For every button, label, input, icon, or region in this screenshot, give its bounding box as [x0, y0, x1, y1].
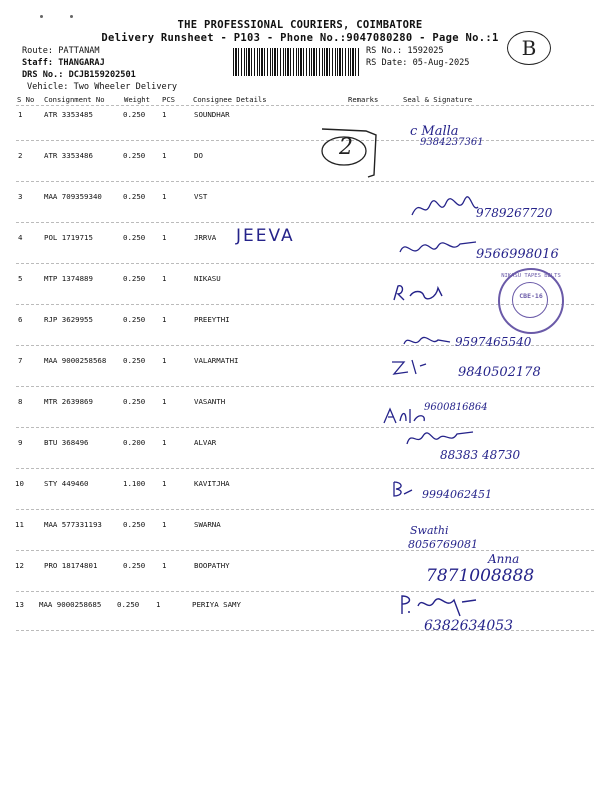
- row-rule: [16, 222, 594, 223]
- row-weight: 0.250: [123, 315, 146, 324]
- circled-page-mark: B: [507, 31, 551, 65]
- row-pcs: 1: [162, 438, 167, 447]
- signature-7-phone: 9597465540: [455, 335, 532, 349]
- row-pcs: 1: [162, 356, 167, 365]
- row-consignee: DO: [194, 151, 203, 160]
- row-consignee: VST: [194, 192, 208, 201]
- signature-10-phone: 9994062451: [422, 488, 492, 501]
- row-pcs: 1: [162, 520, 167, 529]
- barcode: [233, 48, 361, 76]
- row-weight: 0.250: [123, 561, 146, 570]
- stamp-inner-ring: [512, 282, 548, 318]
- signature-9-phone: 9600816864: [424, 402, 488, 413]
- row-sno: 2: [18, 151, 23, 160]
- row-consignee: VASANTH: [194, 397, 226, 406]
- row-rule: [16, 468, 594, 469]
- remark-handwritten-number: 2: [339, 135, 353, 160]
- row-weight: 0.250: [123, 233, 146, 242]
- signature-5-scribble: [392, 282, 454, 304]
- row-rule: [16, 386, 594, 387]
- col-remarks: Remarks: [348, 95, 379, 104]
- row-sno: 12: [15, 561, 24, 570]
- row-pcs: 1: [162, 479, 167, 488]
- signature-3-phone: 9789267720: [476, 206, 553, 220]
- row-sno: 11: [15, 520, 24, 529]
- signature-1-name: c Malla: [410, 124, 459, 139]
- row-consignment: MTR 2639869: [44, 397, 93, 406]
- runsheet-subtitle: Delivery Runsheet - P103 - Phone No.:9047080280 - Page No.:1: [101, 32, 499, 44]
- row-consignee: KAVITJHA: [194, 479, 230, 488]
- signature-4-scribble: [398, 236, 478, 260]
- row-pcs: 1: [162, 233, 167, 242]
- signature-7-scribble: [402, 332, 452, 352]
- row-sno: 1: [18, 110, 23, 119]
- row-rule: [16, 591, 594, 592]
- row-sno: 3: [18, 192, 23, 201]
- signature-7b-phone: 9840502178: [458, 365, 541, 380]
- signature-4-phone: 9566998016: [476, 247, 559, 262]
- signature-3-scribble: [410, 195, 480, 223]
- row-sno: 13: [15, 600, 24, 609]
- row-sno: 7: [18, 356, 23, 365]
- row-consignee: VALARMATHI: [194, 356, 239, 365]
- row-weight: 0.250: [123, 520, 146, 529]
- rs-number: RS No.: 1592025: [366, 46, 444, 56]
- row-weight: 0.250: [123, 151, 146, 160]
- row-weight: 0.250: [123, 192, 146, 201]
- row-weight: 0.250: [123, 397, 146, 406]
- row-consignee: JRRVA: [194, 233, 217, 242]
- row-rule: [16, 140, 594, 141]
- rs-date: RS Date: 05-Aug-2025: [366, 58, 470, 68]
- stray-mark: [40, 15, 43, 18]
- row-consignment: MAA 577331193: [44, 520, 102, 529]
- row-consignment: ATR 3353485: [44, 110, 93, 119]
- row-pcs: 1: [162, 561, 167, 570]
- signature-13-scribble: [398, 592, 478, 618]
- signature-10-scribble: [390, 478, 414, 500]
- signature-11-phone: 8056769081: [408, 538, 478, 551]
- signature-9-scribble: [380, 405, 430, 427]
- signature-11-name: Swathi: [410, 524, 449, 537]
- signature-12-phone: 7871008888: [426, 566, 535, 586]
- row-sno: 9: [18, 438, 23, 447]
- signature-7b-scribble: [390, 356, 430, 378]
- row-pcs: 1: [162, 274, 167, 283]
- row-consignment: RJP 3629955: [44, 315, 93, 324]
- col-weight: Weight: [124, 95, 150, 104]
- row-weight: 1.100: [123, 479, 146, 488]
- row-consignment: MAA 9000258568: [44, 356, 107, 365]
- header-rule: [16, 105, 594, 106]
- row-rule: [16, 427, 594, 428]
- row-sno: 4: [18, 233, 23, 242]
- row-weight: 0.250: [123, 274, 146, 283]
- row-consignment: POL 1719715: [44, 233, 93, 242]
- row-sno: 8: [18, 397, 23, 406]
- signature-9b-scribble: [405, 428, 475, 450]
- row-consignment: MTP 1374889: [44, 274, 93, 283]
- col-seal-signature: Seal & Signature: [403, 95, 473, 104]
- remark-handwritten-name: JEEVA: [236, 226, 295, 246]
- row-consignment: MAA 9000258685: [39, 600, 102, 609]
- stamp-top-text: NIKASU TAPES BELTS: [501, 273, 561, 279]
- row-rule: [16, 550, 594, 551]
- row-pcs: 1: [162, 151, 167, 160]
- row-consignment: MAA 709359340: [44, 192, 102, 201]
- row-pcs: 1: [162, 315, 167, 324]
- row-rule: [16, 509, 594, 510]
- route-label: Route: PATTANAM: [22, 46, 100, 56]
- row-pcs: 1: [162, 397, 167, 406]
- signature-1-phone: 9384237361: [420, 137, 484, 148]
- vehicle-label: Vehicle: Two Wheeler Delivery: [27, 82, 178, 92]
- company-seal-stamp: [498, 268, 564, 334]
- row-consignee: PREEYTHI: [194, 315, 230, 324]
- row-weight: 0.200: [123, 438, 146, 447]
- row-consignment: STY 449460: [44, 479, 89, 488]
- row-consignment: BTU 368496: [44, 438, 89, 447]
- row-consignee: NIKASU: [194, 274, 221, 283]
- stray-mark: [70, 15, 73, 18]
- col-consignee: Consignee Details: [193, 95, 267, 104]
- row-pcs: 1: [162, 110, 167, 119]
- col-consignment: Consignment No: [44, 95, 105, 104]
- signature-9b-phone: 88383 48730: [440, 448, 521, 462]
- row-consignee: SOUNDHAR: [194, 110, 230, 119]
- row-weight: 0.250: [123, 110, 146, 119]
- row-sno: 5: [18, 274, 23, 283]
- row-rule: [16, 181, 594, 182]
- company-title: THE PROFESSIONAL COURIERS, COIMBATORE: [177, 19, 423, 31]
- row-rule: [16, 263, 594, 264]
- row-sno: 6: [18, 315, 23, 324]
- col-pcs: PCS: [162, 95, 175, 104]
- row-pcs: 1: [162, 192, 167, 201]
- signature-13-phone: 6382634053: [424, 618, 514, 634]
- signature-12-name: Anna: [488, 552, 520, 566]
- row-consignee: PERIYA SAMY: [192, 600, 241, 609]
- stamp-center-text: CBE-16: [519, 292, 543, 300]
- row-consignment: ATR 3353486: [44, 151, 93, 160]
- row-pcs: 1: [156, 600, 161, 609]
- row-sno: 10: [15, 479, 24, 488]
- row-consignee: ALVAR: [194, 438, 217, 447]
- row-consignee: BOOPATHY: [194, 561, 230, 570]
- staff-label: Staff: THANGARAJ: [22, 58, 105, 68]
- row-consignee: SWARNA: [194, 520, 221, 529]
- row-weight: 0.250: [117, 600, 140, 609]
- row-weight: 0.250: [123, 356, 146, 365]
- row-consignment: PRO 18174801: [44, 561, 98, 570]
- col-sno: S No: [17, 95, 35, 104]
- drs-label: DRS No.: DCJB159202501: [22, 70, 136, 80]
